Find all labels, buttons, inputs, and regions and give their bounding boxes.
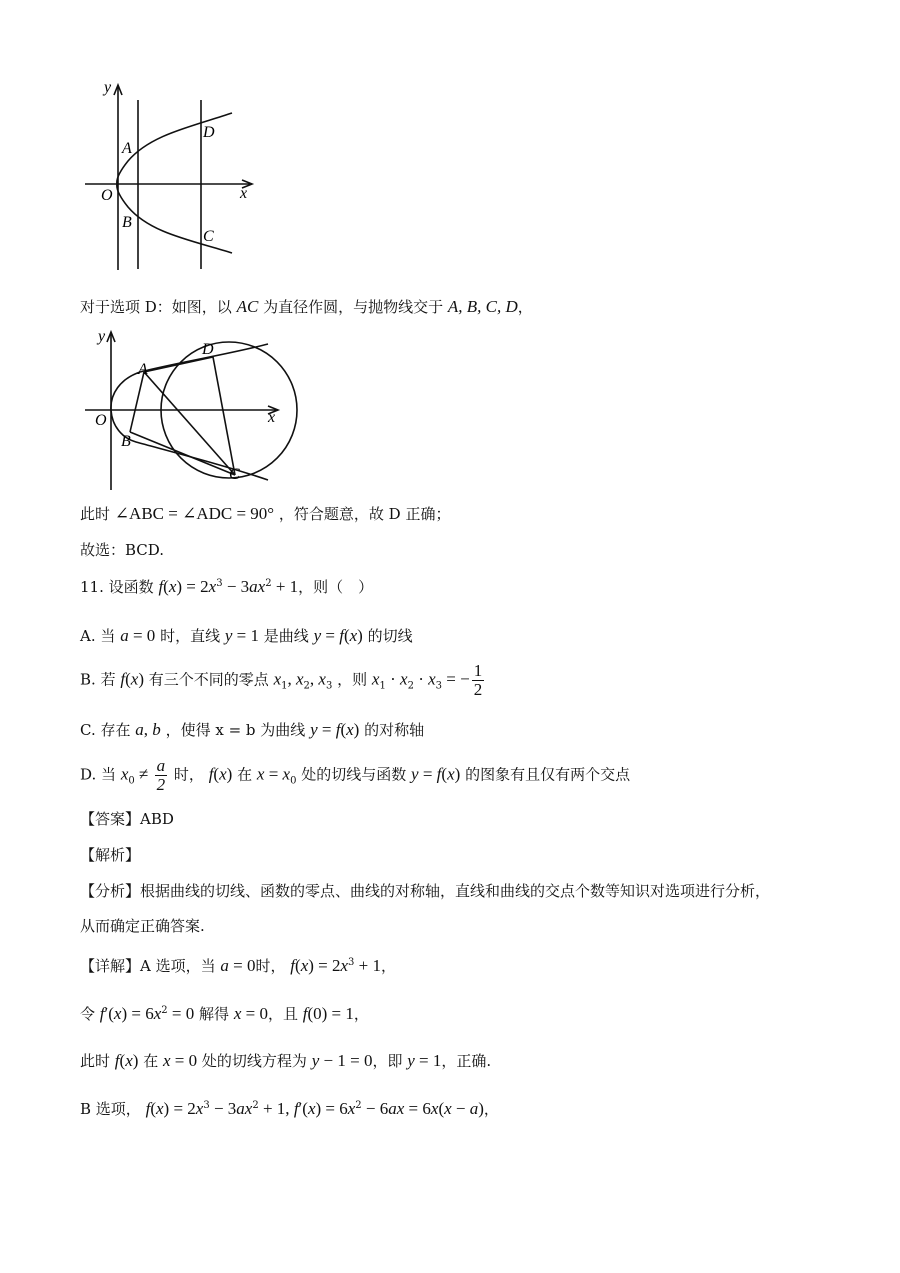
fig2-y-label: y [98, 328, 106, 345]
fig2-point-a: A [138, 361, 148, 378]
analysis-head: 【解析】 [80, 846, 141, 864]
fig2-origin-label: O [95, 412, 107, 429]
fig2-point-d: D [202, 341, 214, 358]
b-selection-line: B 选项， $f(x) = 2x^3 - 3ax^2 + 1$, $f'(x) = 6x^2 - 6ax = 6x(x - a)$， [80, 1099, 499, 1118]
option-d: D. 当 $x_0$ ≠ $\frac{a}{2}$ 时， f(x) 在 $x = x_0$ 处的切线与函数 y = f(x) 的图象有且仅有两个交点 [80, 756, 631, 794]
option-d-intro-line: 对于选项 D：如图，以 AC 为直径作圆，与抛物线交于 A, B, C, D， [80, 297, 533, 316]
question-11: 11. 设函数 $f(x) = 2x^3 - 3ax^2 + 1$，则（ ） [80, 577, 374, 596]
analysis-paragraph-2: 从而确定正确答案. [80, 917, 205, 935]
answer-line: 【答案】ABD [80, 810, 174, 828]
fig2-x-label: x [268, 409, 276, 426]
fig1-point-d: D [203, 124, 215, 141]
figure-circle-parabola [80, 322, 300, 492]
fig1-y-label: y [104, 79, 112, 96]
option-a: A. 当 a = 0 时，直线 y = 1 是曲线 y = f(x) 的切线 [80, 626, 413, 645]
option-c: C. 存在 a, b ，使得 x = b 为曲线 y = f(x) 的对称轴 [80, 720, 425, 739]
analysis-paragraph-1: 【分析】根据曲线的切线、函数的零点、曲线的对称轴，直线和曲线的交点个数等知识对选项进行分析， [80, 882, 771, 900]
option-b: B. 若 f(x) 有三个不同的零点 $x_1$, $x_2$, $x_3$ ，则 $x_1 \cdot x_2 \cdot x_3$ = − $\frac{1}{2}$ [80, 661, 483, 699]
derivative-line: 令 $f'(x) = 6x^2 = 0$ 解得 x = 0，且 f(0) = 1， [80, 1004, 369, 1023]
figure-parabola-lines [80, 75, 280, 275]
fig1-point-a: A [122, 140, 132, 157]
tangent-line: 此时 f(x) 在 x = 0 处的切线方程为 y − 1 = 0，即 y = 1，正确. [80, 1051, 492, 1070]
right-angle-line: 此时 ∠ABC = ∠ADC = 90° ，符合题意，故 D 正确； [80, 504, 451, 523]
fig2-point-b: B [121, 433, 131, 450]
fig1-point-b: B [122, 214, 132, 231]
detail-line: 【详解】A 选项，当 a = 0时， $f(x) = 2x^3 + 1$， [80, 956, 397, 975]
fig1-point-c: C [203, 228, 214, 245]
fig1-origin-label: O [101, 187, 113, 204]
choice-line: 故选：BCD. [80, 541, 165, 559]
fig1-x-label: x [240, 185, 248, 202]
fig2-point-c: C [229, 466, 240, 483]
